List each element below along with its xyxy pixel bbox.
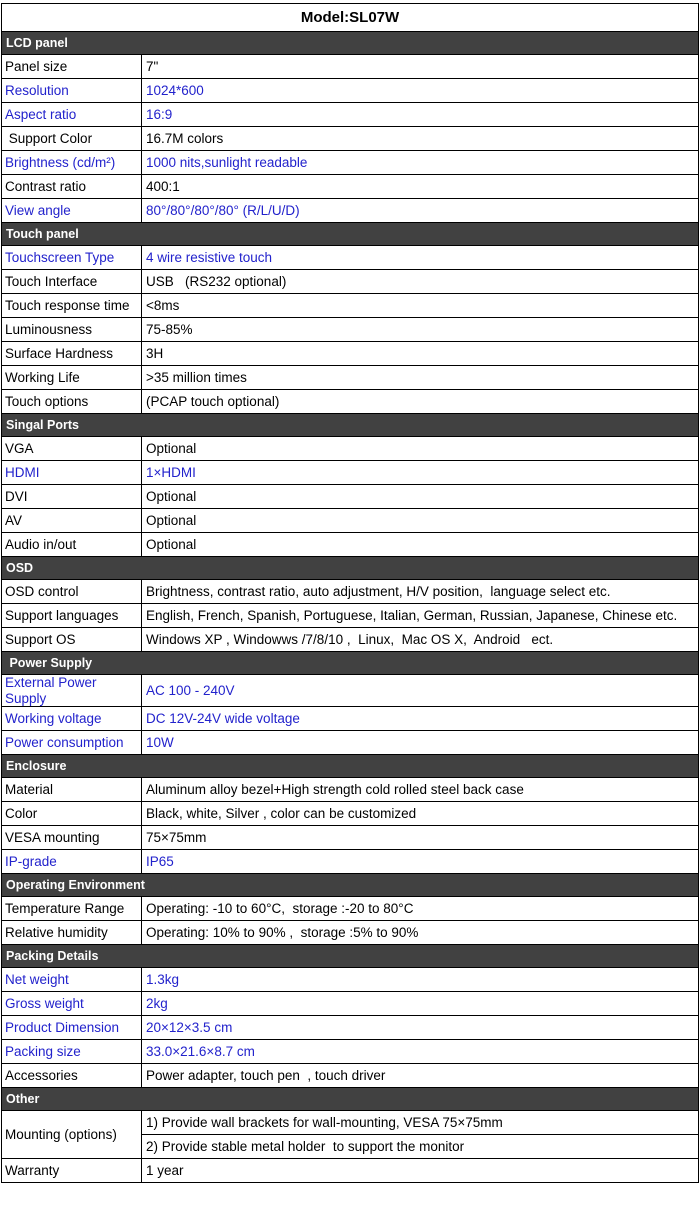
section-row-packing-details [2,945,699,968]
spec-row [2,342,699,366]
spec-label-touchscreen-type: Touchscreen Type [2,246,142,270]
spec-value-support-os: Windows XP , Windowws /7/8/10 , Linux, Mac OS X, Android ect. [142,628,699,652]
spec-label-gross-weight: Gross weight [2,992,142,1016]
spec-label-touch-response-time: Touch response time [2,294,142,318]
spec-label-product-dimension: Product Dimension [2,1016,142,1040]
spec-row [2,294,699,318]
spec-label-ip-grade: IP-grade [2,850,142,874]
section-header-enclosure: Enclosure [2,755,699,778]
spec-value-vga: Optional [142,437,699,461]
spec-label-working-voltage: Working voltage [2,707,142,731]
spec-value-working-life: >35 million times [142,366,699,390]
spec-value-mounting-options-2: 2) Provide stable metal holder to support the monitor [142,1135,699,1159]
spec-value-temperature-range: Operating: -10 to 60°C, storage :-20 to 80°C [142,897,699,921]
spec-label-touch-options: Touch options [2,390,142,414]
spec-label-packing-size: Packing size [2,1040,142,1064]
spec-row [2,390,699,414]
spec-value-material: Aluminum alloy bezel+High strength cold rolled steel back case [142,778,699,802]
spec-label-support-os: Support OS [2,628,142,652]
section-row-other [2,1088,699,1111]
spec-row [2,675,699,707]
spec-row [2,992,699,1016]
section-row-enclosure [2,755,699,778]
spec-row [2,437,699,461]
spec-row [2,175,699,199]
spec-value-brightness-cd-m: 1000 nits,sunlight readable [142,151,699,175]
spec-row [2,199,699,223]
spec-label-support-languages: Support languages [2,604,142,628]
section-header-osd: OSD [2,557,699,580]
spec-value-accessories: Power adapter, touch pen , touch driver [142,1064,699,1088]
section-header-operating-environment: Operating Environment [2,874,699,897]
spec-label-panel-size: Panel size [2,55,142,79]
spec-label-color: Color [2,802,142,826]
spec-label-vesa-mounting: VESA mounting [2,826,142,850]
spec-row [2,1111,699,1135]
spec-value-working-voltage: DC 12V-24V wide voltage [142,707,699,731]
spec-value-touchscreen-type: 4 wire resistive touch [142,246,699,270]
spec-label-view-angle: View angle [2,199,142,223]
model-title: Model:SL07W [2,4,699,32]
spec-label-relative-humidity: Relative humidity [2,921,142,945]
spec-label-vga: VGA [2,437,142,461]
spec-label-dvi: DVI [2,485,142,509]
spec-row [2,461,699,485]
spec-value-relative-humidity: Operating: 10% to 90% , storage :5% to 90% [142,921,699,945]
spec-label-osd-control: OSD control [2,580,142,604]
spec-value-hdmi: 1×HDMI [142,461,699,485]
spec-label-aspect-ratio: Aspect ratio [2,103,142,127]
section-header-power-supply: Power Supply [2,652,699,675]
spec-value-gross-weight: 2kg [142,992,699,1016]
spec-value-touch-response-time: <8ms [142,294,699,318]
section-row-operating-environment [2,874,699,897]
spec-value-power-consumption: 10W [142,731,699,755]
spec-value-mounting-options-1: 1) Provide wall brackets for wall-mounting, VESA 75×75mm [142,1111,699,1135]
spec-value-aspect-ratio: 16:9 [142,103,699,127]
spec-row [2,1159,699,1183]
section-row-osd [2,557,699,580]
spec-row [2,1064,699,1088]
spec-label-resolution: Resolution [2,79,142,103]
spec-row [2,509,699,533]
spec-value-support-languages: English, French, Spanish, Portuguese, Italian, German, Russian, Japanese, Chinese etc. [142,604,699,628]
spec-value-warranty: 1 year [142,1159,699,1183]
spec-label-audio-in-out: Audio in/out [2,533,142,557]
spec-row [2,55,699,79]
spec-row [2,826,699,850]
spec-label-temperature-range: Temperature Range [2,897,142,921]
spec-row [2,921,699,945]
spec-value-color: Black, white, Silver , color can be customized [142,802,699,826]
spec-row [2,246,699,270]
spec-row [2,897,699,921]
spec-value-surface-hardness: 3H [142,342,699,366]
spec-label-warranty: Warranty [2,1159,142,1183]
spec-row [2,802,699,826]
spec-table [1,3,699,1183]
spec-value-contrast-ratio: 400:1 [142,175,699,199]
spec-value-external-power-supply: AC 100 - 240V [142,675,699,707]
spec-label-luminousness: Luminousness [2,318,142,342]
spec-label-hdmi: HDMI [2,461,142,485]
spec-row [2,707,699,731]
spec-label-mounting-options: Mounting (options) [2,1111,142,1159]
section-header-lcd-panel: LCD panel [2,32,699,55]
spec-label-touch-interface: Touch Interface [2,270,142,294]
section-row-touch-panel [2,223,699,246]
section-row-power-supply [2,652,699,675]
spec-value-resolution: 1024*600 [142,79,699,103]
spec-row [2,778,699,802]
spec-row [2,1016,699,1040]
spec-label-brightness-cd-m: Brightness (cd/m²) [2,151,142,175]
spec-value-osd-control: Brightness, contrast ratio, auto adjustment, H/V position, language select etc. [142,580,699,604]
spec-label-net-weight: Net weight [2,968,142,992]
spec-value-panel-size: 7" [142,55,699,79]
section-row-singal-ports [2,414,699,437]
spec-value-vesa-mounting: 75×75mm [142,826,699,850]
spec-row [2,731,699,755]
spec-row [2,533,699,557]
spec-row [2,151,699,175]
spec-label-external-power-supply: External Power Supply [2,675,142,707]
spec-value-av: Optional [142,509,699,533]
spec-label-surface-hardness: Surface Hardness [2,342,142,366]
spec-label-contrast-ratio: Contrast ratio [2,175,142,199]
spec-value-touch-interface: USB (RS232 optional) [142,270,699,294]
spec-row [2,270,699,294]
spec-row [2,968,699,992]
spec-label-material: Material [2,778,142,802]
spec-value-product-dimension: 20×12×3.5 cm [142,1016,699,1040]
spec-row [2,580,699,604]
section-header-touch-panel: Touch panel [2,223,699,246]
spec-label-support-color: Support Color [2,127,142,151]
spec-value-support-color: 16.7M colors [142,127,699,151]
spec-row [2,366,699,390]
spec-value-net-weight: 1.3kg [142,968,699,992]
spec-row [2,628,699,652]
section-row-lcd-panel [2,32,699,55]
spec-row [2,127,699,151]
spec-label-av: AV [2,509,142,533]
spec-row [2,604,699,628]
spec-label-power-consumption: Power consumption [2,731,142,755]
spec-row [2,79,699,103]
spec-row [2,318,699,342]
spec-value-luminousness: 75-85% [142,318,699,342]
spec-label-working-life: Working Life [2,366,142,390]
section-header-other: Other [2,1088,699,1111]
spec-value-dvi: Optional [142,485,699,509]
spec-row [2,1040,699,1064]
section-header-packing-details: Packing Details [2,945,699,968]
spec-row [2,850,699,874]
spec-value-audio-in-out: Optional [142,533,699,557]
title-row [2,4,699,32]
spec-value-ip-grade: IP65 [142,850,699,874]
spec-row [2,103,699,127]
spec-value-touch-options: (PCAP touch optional) [142,390,699,414]
section-header-singal-ports: Singal Ports [2,414,699,437]
spec-value-packing-size: 33.0×21.6×8.7 cm [142,1040,699,1064]
spec-label-accessories: Accessories [2,1064,142,1088]
spec-value-view-angle: 80°/80°/80°/80° (R/L/U/D) [142,199,699,223]
spec-row [2,485,699,509]
